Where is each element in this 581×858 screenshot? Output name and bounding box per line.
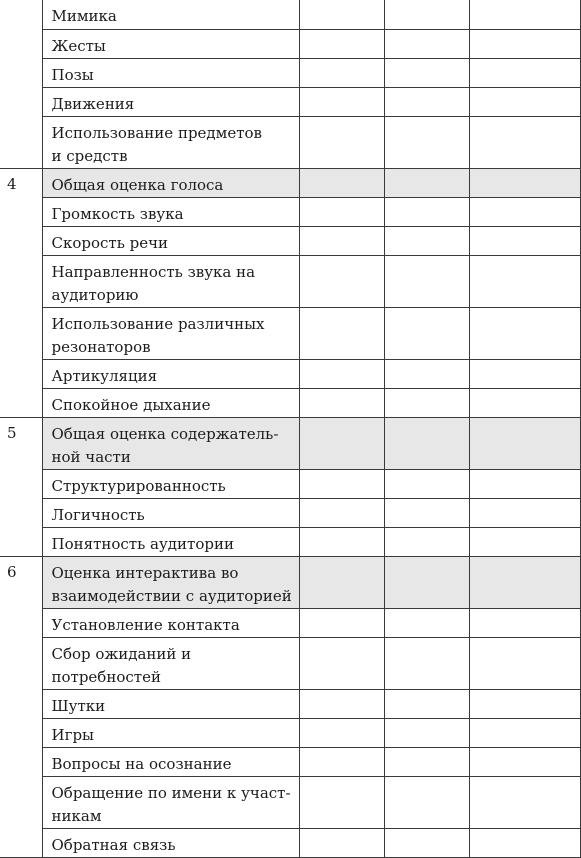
score-cell-2[interactable] xyxy=(384,116,469,168)
score-cell-2[interactable] xyxy=(384,388,469,417)
criterion-label: Логичность xyxy=(42,498,299,527)
score-cell-3[interactable] xyxy=(469,556,580,608)
score-cell-1[interactable] xyxy=(299,29,384,58)
criterion-row xyxy=(0,608,580,637)
criterion-row xyxy=(0,718,580,747)
section-number xyxy=(0,0,42,168)
criterion-label: Шутки xyxy=(42,689,299,718)
score-cell-1[interactable] xyxy=(299,87,384,116)
score-cell-2[interactable] xyxy=(384,556,469,608)
score-cell-1[interactable] xyxy=(299,498,384,527)
score-cell-3[interactable] xyxy=(469,776,580,828)
score-cell-2[interactable] xyxy=(384,828,469,857)
score-cell-3[interactable] xyxy=(469,689,580,718)
criterion-label: Использование различных резонаторов xyxy=(42,307,299,359)
group-header-row xyxy=(0,556,580,608)
score-cell-3[interactable] xyxy=(469,608,580,637)
score-cell-2[interactable] xyxy=(384,29,469,58)
score-cell-2[interactable] xyxy=(384,359,469,388)
score-cell-1[interactable] xyxy=(299,747,384,776)
score-cell-2[interactable] xyxy=(384,226,469,255)
score-cell-2[interactable] xyxy=(384,637,469,689)
criterion-row xyxy=(0,307,580,359)
score-cell-1[interactable] xyxy=(299,776,384,828)
score-cell-2[interactable] xyxy=(384,718,469,747)
criterion-label: Жесты xyxy=(42,29,299,58)
criterion-row xyxy=(0,637,580,689)
score-cell-2[interactable] xyxy=(384,747,469,776)
score-cell-3[interactable] xyxy=(469,255,580,307)
score-cell-1[interactable] xyxy=(299,689,384,718)
score-cell-1[interactable] xyxy=(299,828,384,857)
score-cell-2[interactable] xyxy=(384,255,469,307)
score-cell-3[interactable] xyxy=(469,197,580,226)
score-cell-3[interactable] xyxy=(469,498,580,527)
criterion-label: Вопросы на осознание xyxy=(42,747,299,776)
score-cell-2[interactable] xyxy=(384,307,469,359)
score-cell-3[interactable] xyxy=(469,226,580,255)
score-cell-3[interactable] xyxy=(469,0,580,29)
criterion-row xyxy=(0,689,580,718)
criterion-label: Сбор ожиданий и потребностей xyxy=(42,637,299,689)
score-cell-1[interactable] xyxy=(299,0,384,29)
score-cell-1[interactable] xyxy=(299,608,384,637)
score-cell-1[interactable] xyxy=(299,388,384,417)
criterion-row xyxy=(0,828,580,857)
score-cell-3[interactable] xyxy=(469,469,580,498)
group-criterion-label: Оценка интерактива во взаимодействии с аудиторией xyxy=(42,556,299,608)
criterion-label: Обратная связь xyxy=(42,828,299,857)
score-cell-3[interactable] xyxy=(469,168,580,197)
criterion-label: Использование предметов и средств xyxy=(42,116,299,168)
criterion-label: Движения xyxy=(42,87,299,116)
score-cell-2[interactable] xyxy=(384,58,469,87)
section-number: 5 xyxy=(0,417,42,556)
score-cell-1[interactable] xyxy=(299,226,384,255)
criterion-row xyxy=(0,388,580,417)
section-number: 4 xyxy=(0,168,42,417)
score-cell-3[interactable] xyxy=(469,417,580,469)
score-cell-2[interactable] xyxy=(384,0,469,29)
criterion-row xyxy=(0,747,580,776)
criterion-row xyxy=(0,359,580,388)
criterion-label: Позы xyxy=(42,58,299,87)
criterion-row xyxy=(0,197,580,226)
score-cell-2[interactable] xyxy=(384,197,469,226)
score-cell-3[interactable] xyxy=(469,527,580,556)
score-cell-1[interactable] xyxy=(299,417,384,469)
score-cell-2[interactable] xyxy=(384,87,469,116)
criterion-label: Понятность аудитории xyxy=(42,527,299,556)
criterion-label: Обращение по имени к участ- никам xyxy=(42,776,299,828)
score-cell-3[interactable] xyxy=(469,359,580,388)
score-cell-1[interactable] xyxy=(299,58,384,87)
criterion-row xyxy=(0,58,580,87)
criterion-label: Игры xyxy=(42,718,299,747)
criterion-label: Артикуляция xyxy=(42,359,299,388)
criterion-label: Установление контакта xyxy=(42,608,299,637)
score-cell-1[interactable] xyxy=(299,116,384,168)
section-number: 6 xyxy=(0,556,42,857)
criterion-label: Направленность звука на аудиторию xyxy=(42,255,299,307)
score-cell-2[interactable] xyxy=(384,417,469,469)
criterion-row xyxy=(0,116,580,168)
score-cell-3[interactable] xyxy=(469,29,580,58)
score-cell-1[interactable] xyxy=(299,255,384,307)
score-cell-1[interactable] xyxy=(299,718,384,747)
score-cell-3[interactable] xyxy=(469,747,580,776)
score-cell-2[interactable] xyxy=(384,776,469,828)
score-cell-2[interactable] xyxy=(384,469,469,498)
score-cell-2[interactable] xyxy=(384,498,469,527)
criterion-label: Скорость речи xyxy=(42,226,299,255)
criterion-row xyxy=(0,527,580,556)
score-cell-3[interactable] xyxy=(469,637,580,689)
score-cell-3[interactable] xyxy=(469,116,580,168)
criterion-row xyxy=(0,776,580,828)
score-cell-2[interactable] xyxy=(384,608,469,637)
criterion-label: Громкость звука xyxy=(42,197,299,226)
criterion-row xyxy=(0,29,580,58)
criterion-label: Спокойное дыхание xyxy=(42,388,299,417)
score-cell-3[interactable] xyxy=(469,718,580,747)
criterion-row xyxy=(0,255,580,307)
criterion-label: Мимика xyxy=(42,0,299,29)
criterion-label: Структурированность xyxy=(42,469,299,498)
score-cell-3[interactable] xyxy=(469,87,580,116)
score-cell-2[interactable] xyxy=(384,527,469,556)
criterion-row xyxy=(0,469,580,498)
score-cell-1[interactable] xyxy=(299,527,384,556)
score-cell-3[interactable] xyxy=(469,58,580,87)
criterion-row xyxy=(0,226,580,255)
score-cell-1[interactable] xyxy=(299,197,384,226)
group-header-row xyxy=(0,168,580,197)
group-header-row xyxy=(0,417,580,469)
score-cell-3[interactable] xyxy=(469,828,580,857)
score-cell-3[interactable] xyxy=(469,307,580,359)
score-cell-1[interactable] xyxy=(299,168,384,197)
criterion-row xyxy=(0,87,580,116)
group-criterion-label: Общая оценка голоса xyxy=(42,168,299,197)
score-cell-1[interactable] xyxy=(299,637,384,689)
criterion-row xyxy=(0,0,580,29)
score-cell-1[interactable] xyxy=(299,307,384,359)
score-cell-2[interactable] xyxy=(384,689,469,718)
group-criterion-label: Общая оценка содержатель- ной части xyxy=(42,417,299,469)
score-cell-2[interactable] xyxy=(384,168,469,197)
score-cell-1[interactable] xyxy=(299,556,384,608)
criterion-row xyxy=(0,498,580,527)
score-cell-1[interactable] xyxy=(299,359,384,388)
score-cell-1[interactable] xyxy=(299,469,384,498)
score-cell-3[interactable] xyxy=(469,388,580,417)
